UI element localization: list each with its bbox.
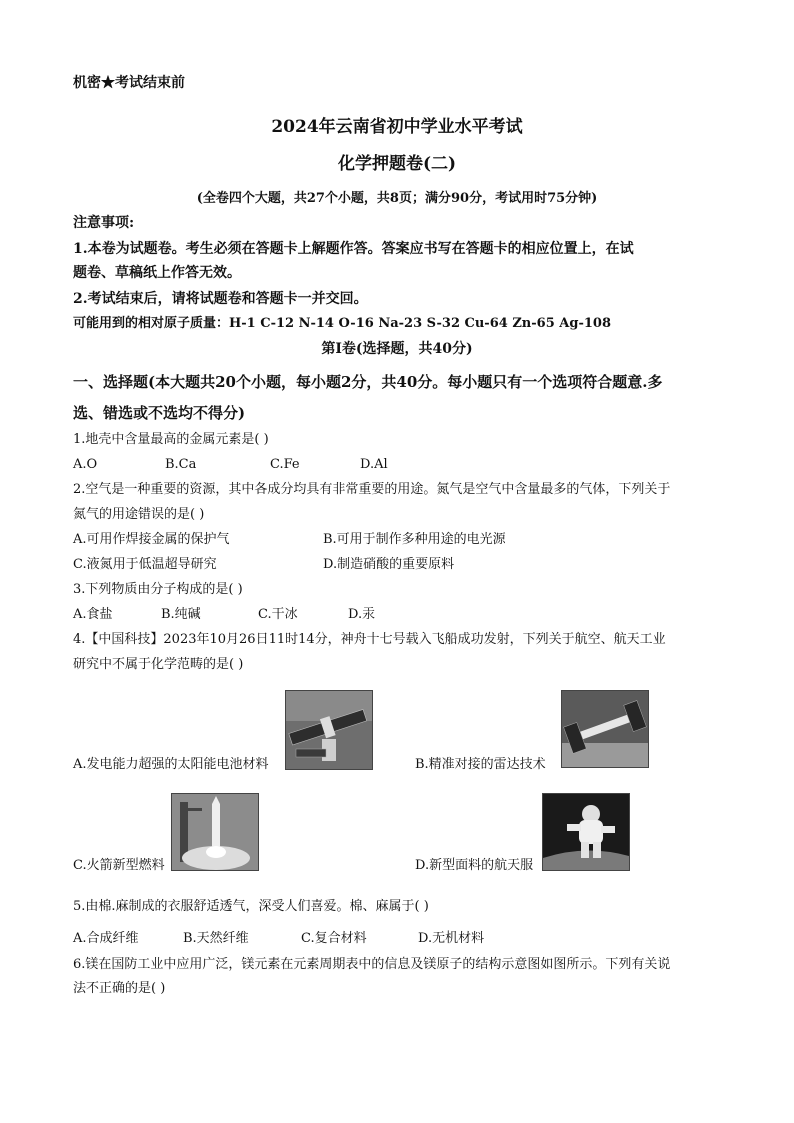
q5-option-d: D.无机材料 (418, 931, 485, 946)
rocket-launch-photo-icon (171, 793, 259, 871)
q4-option-c: C.火箭新型燃料 (73, 858, 165, 873)
notice-item2: 2.考试结束后，请将试题卷和答题卡一并交回。 (73, 291, 368, 307)
docking-spacecraft-photo-icon (561, 690, 649, 768)
solar-panel-photo-icon (285, 690, 373, 770)
section-instructions-line2: 选、错选或不选均不得分) (73, 404, 246, 422)
q5-stem: 5.由棉.麻制成的衣服舒适透气，深受人们喜爱。棉、麻属于( ) (73, 899, 429, 914)
q4-option-a: A.发电能力超强的太阳能电池材料 (73, 757, 269, 772)
q3-option-a: A.食盐 (73, 607, 113, 622)
q2-option-b: B.可用于制作多种用途的电光源 (323, 532, 506, 547)
exam-note: (全卷四个大题，共27个小题，共8页；满分90分，考试用时75分钟) (196, 191, 598, 206)
q4-option-b: B.精准对接的雷达技术 (415, 757, 546, 772)
q3-stem: 3.下列物质由分子构成的是( ) (73, 582, 243, 597)
q2-option-d: D.制造硝酸的重要原料 (323, 557, 455, 572)
q4-stem-line1: 4.【中国科技】2023年10月26日11时14分，神舟十七号载入飞船成功发射，下列关于航空、航天工业 (73, 632, 666, 647)
exam-title: 2024年云南省初中学业水平考试 (271, 117, 523, 137)
exam-subtitle: 化学押题卷(二) (337, 154, 457, 174)
q5-option-c: C.复合材料 (301, 931, 367, 946)
q5-option-b: B.天然纤维 (183, 931, 249, 946)
astronaut-photo-icon (542, 793, 630, 871)
notice-heading: 注意事项: (73, 215, 135, 231)
q1-stem: 1.地壳中含量最高的金属元素是( ) (73, 432, 269, 447)
q4-option-d: D.新型面料的航天服 (415, 858, 534, 873)
q6-stem-line2: 法不正确的是( ) (73, 981, 166, 996)
section-instructions-line1: 一、选择题(本大题共20个小题，每小题2分，共40分。每小题只有一个选项符合题意.多 (73, 373, 663, 391)
q1-option-c: C.Fe (270, 457, 300, 472)
q5-option-a: A.合成纤维 (73, 931, 139, 946)
q1-option-b: B.Ca (165, 457, 197, 472)
confidential-label: 机密★考试结束前 (73, 75, 185, 91)
q1-option-d: D.Al (360, 457, 388, 472)
notice-item1-line1: 1.本卷为试题卷。考生必须在答题卡上解题作答。答案应书写在答题卡的相应位置上，在试 (73, 241, 634, 257)
atomic-masses: 可能用到的相对原子质量：H-1 C-12 N-14 O-16 Na-23 S-32 Cu-64 Zn-65 Ag-108 (73, 316, 611, 331)
q2-option-a: A.可用作焊接金属的保护气 (73, 532, 230, 547)
q2-option-c: C.液氮用于低温超导研究 (73, 557, 217, 572)
q3-option-b: B.纯碱 (161, 607, 201, 622)
q3-option-d: D.汞 (348, 607, 376, 622)
q2-stem-line2: 氮气的用途错误的是( ) (73, 507, 205, 522)
q4-stem-line2: 研究中不属于化学范畴的是( ) (73, 657, 244, 672)
part-title: 第Ⅰ卷(选择题，共40分) (321, 341, 473, 357)
q1-option-a: A.O (73, 457, 98, 472)
notice-item1-line2: 题卷、草稿纸上作答无效。 (73, 265, 241, 281)
q6-stem-line1: 6.镁在国防工业中应用广泛，镁元素在元素周期表中的信息及镁原子的结构示意图如图所示。下列有关说 (73, 957, 671, 972)
q3-option-c: C.干冰 (258, 607, 298, 622)
q2-stem-line1: 2.空气是一种重要的资源，其中各成分均具有非常重要的用途。氮气是空气中含量最多的气体，下列关于 (73, 482, 671, 497)
